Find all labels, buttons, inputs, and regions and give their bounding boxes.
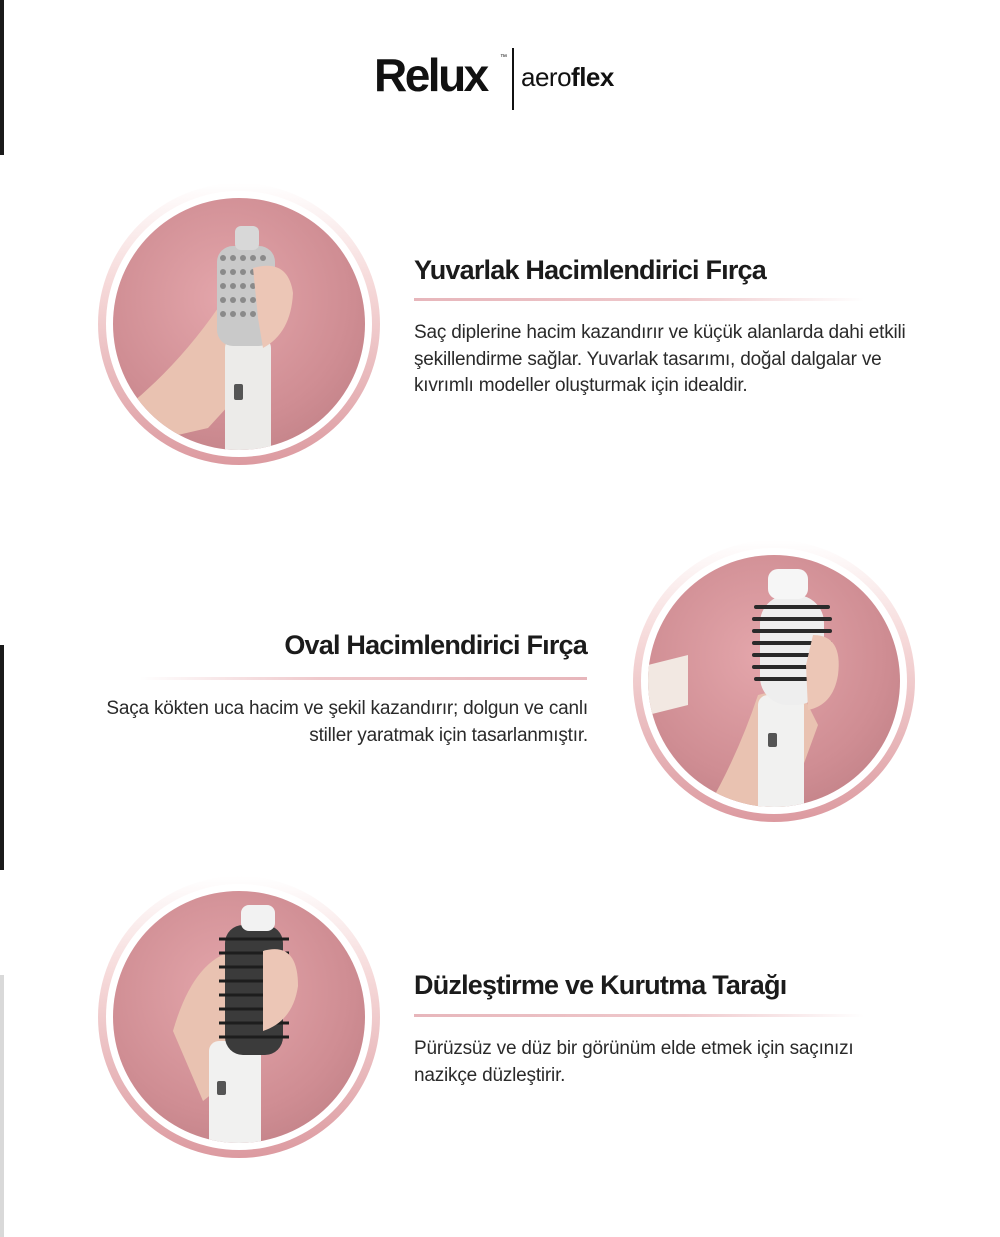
oval-volumizing-brush-photo — [648, 555, 900, 807]
logo-aeroflex-text: aeroflex — [521, 62, 614, 92]
title-underline — [414, 298, 864, 301]
title-underline — [140, 677, 587, 680]
brand-logo — [0, 40, 1000, 120]
feature-title: Oval Hacimlendirici Fırça — [284, 630, 587, 660]
feature-title: Düzleştirme ve Kurutma Tarağı — [414, 970, 787, 1000]
round-volumizing-brush-photo — [113, 198, 365, 450]
logo-relux-text: Relux — [374, 49, 487, 101]
left-edge-bar — [0, 975, 4, 1237]
feature-title: Yuvarlak Hacimlendirici Fırça — [414, 255, 766, 285]
straightening-drying-comb-photo — [113, 891, 365, 1143]
logo-trademark: ™ — [500, 54, 507, 61]
title-underline — [414, 1014, 864, 1017]
feature-description: Pürüzsüz ve düz bir görünüm elde etmek için saçınızı nazikçe düzleştirir. — [414, 1038, 854, 1086]
feature-description: Saç diplerine hacim kazandırır ve küçük alanlarda dahi etkili şekillendirme sağlar. Yuvarlak tasarımı, doğal dalgalar ve kıvrımlı modeller oluşturmak için idealdir. — [414, 322, 906, 396]
feature-description: Saça kökten uca hacim ve şekil kazandırır; dolgun ve canlı stiller yaratmak için tasarlanmıştır. — [106, 698, 588, 746]
left-edge-bar — [0, 645, 4, 870]
logo-divider — [512, 48, 514, 110]
